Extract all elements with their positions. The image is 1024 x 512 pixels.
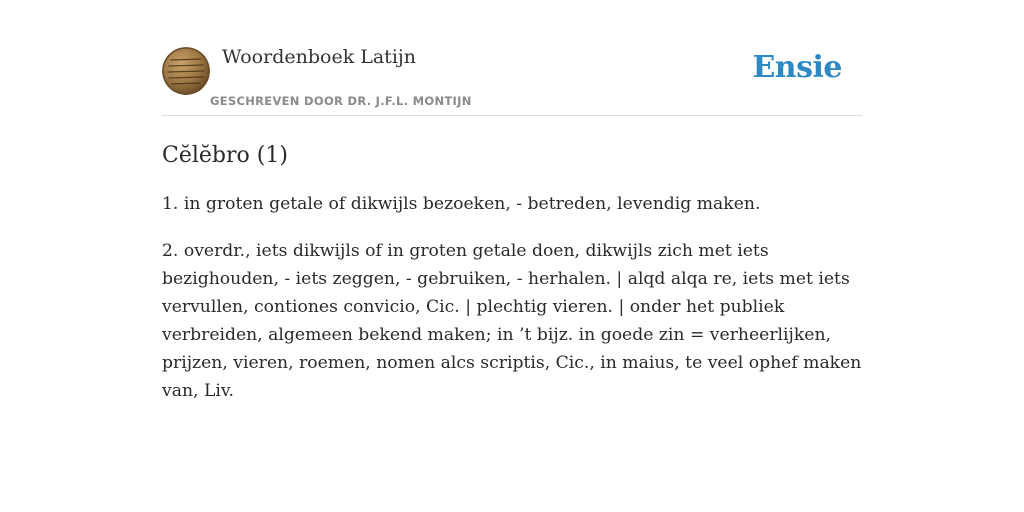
author-line: GESCHREVEN DOOR DR. J.F.L. MONTIJN: [210, 94, 472, 108]
ensie-logo[interactable]: Ensie: [752, 50, 842, 85]
page-container: [162, 0, 862, 405]
entry-title: Cĕlĕbro (1): [162, 143, 288, 168]
definition-2: 2. overdr., iets dikwijls of in groten getale doen, dikwijls zich met iets bezighouden, - iets zeggen, - gebruiken, - herhalen. | alqd alqa re, iets met iets vervullen, contiones convicio, Cic. | plechtig vieren. | onder het publiek verbreiden, algemeen bekend maken; in ’t bijz. in goede zin = verheerlijken, prijzen, vieren, roemen, nomen alcs scriptis, Cic., in maius, te veel ophef maken van, Liv.: [162, 241, 862, 401]
site-header: [162, 0, 862, 116]
book-title[interactable]: Woordenboek Latijn: [222, 46, 417, 68]
definition-1: 1. in groten getale of dikwijls bezoeken, - betreden, levendig maken.: [162, 194, 761, 214]
dictionary-logo-icon[interactable]: [162, 47, 210, 95]
